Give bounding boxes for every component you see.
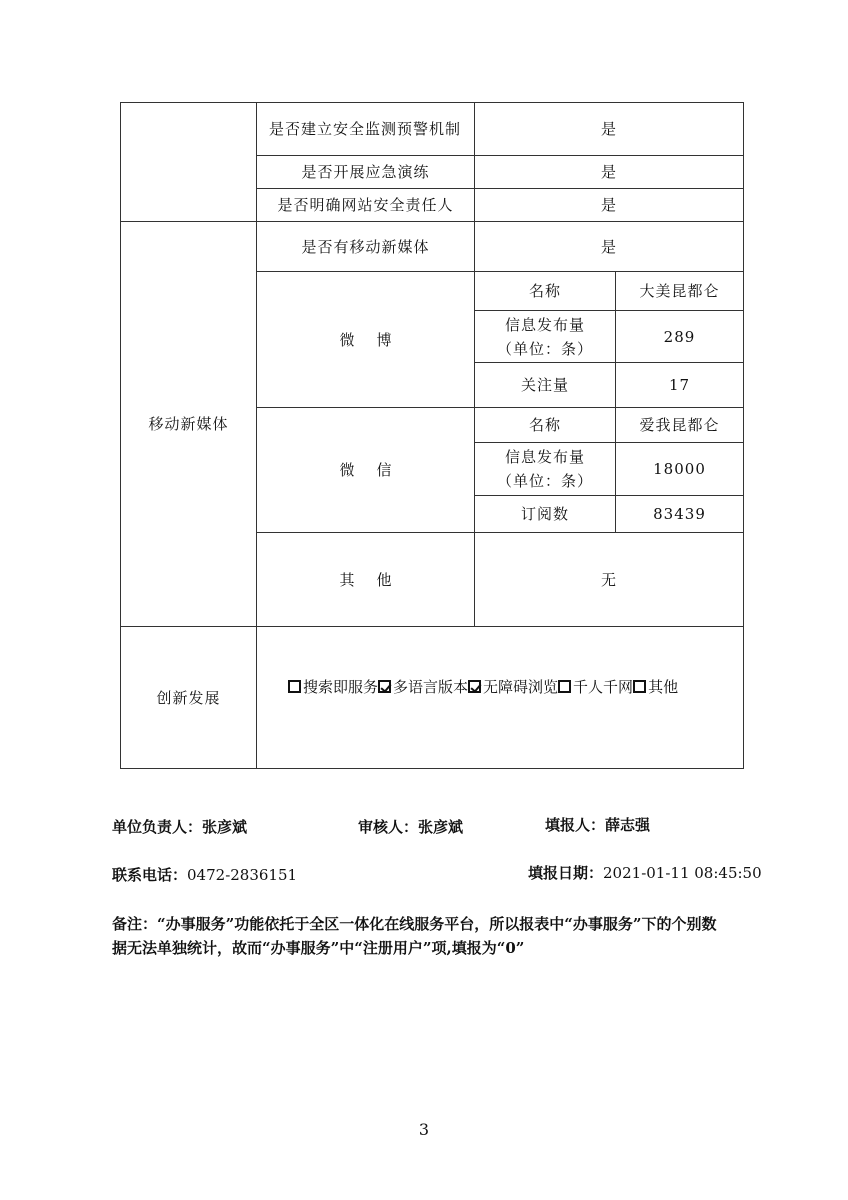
- wechat-name-label: 名称: [528, 416, 561, 434]
- a-emergency-drill: 是: [600, 163, 617, 181]
- wechat-name-value: 爱我昆都仑: [639, 416, 720, 434]
- option-search-service[interactable]: 搜索即服务: [288, 676, 378, 697]
- section-mobile-media: 移动新媒体: [148, 415, 229, 433]
- weibo-posts-value: 289: [663, 327, 696, 346]
- reviewer: 审核人：张彦斌: [358, 818, 464, 836]
- checkbox-icon[interactable]: [633, 680, 646, 693]
- weibo-follow-label: 关注量: [520, 376, 569, 394]
- wechat-sub-value: 83439: [653, 505, 706, 523]
- weibo-name-value: 大美昆都仑: [639, 282, 720, 300]
- wechat-sub-label: 订阅数: [520, 505, 569, 523]
- page-number: 3: [418, 1120, 430, 1139]
- checkbox-icon[interactable]: [558, 680, 571, 693]
- weibo-name-label: 名称: [528, 282, 561, 300]
- report-date: 填报日期：2021-01-11 08:45:50: [528, 864, 762, 882]
- q-has-mobile-media: 是否有移动新媒体: [301, 237, 430, 256]
- unit-head: 单位负责人：张彦斌: [112, 818, 248, 836]
- checkbox-checked-icon[interactable]: [468, 680, 481, 693]
- option-other[interactable]: 其他: [633, 676, 678, 697]
- section-innovation: 创新发展: [156, 688, 221, 707]
- q-emergency-drill: 是否开展应急演练: [301, 163, 430, 181]
- weibo-follow-value: 17: [668, 376, 691, 394]
- option-accessibility[interactable]: 无障碍浏览: [468, 676, 558, 697]
- label-wechat: 微信: [339, 461, 414, 479]
- a-monitor-warning: 是: [600, 120, 617, 138]
- innovation-options: [288, 672, 743, 700]
- value-other-media: 无: [600, 570, 617, 589]
- contact-phone: 联系电话：0472-2836151: [112, 866, 298, 884]
- wechat-posts-value: 18000: [653, 460, 706, 478]
- filler: 填报人：薛志强: [545, 816, 651, 834]
- label-weibo: 微博: [339, 330, 414, 349]
- wechat-posts-label: 信息发布量 （单位：条）: [496, 448, 593, 490]
- q-security-owner: 是否明确网站安全责任人: [277, 196, 454, 214]
- a-security-owner: 是: [600, 196, 617, 214]
- remark-note: 备注：“办事服务”功能依托于全区一体化在线服务平台，所以报表中“办事服务”下的个别数据无法单独统计，故而“办事服务”中“注册用户”项,填报为“0”: [112, 915, 717, 957]
- a-has-mobile-media: 是: [600, 237, 617, 256]
- checkbox-checked-icon[interactable]: [378, 680, 391, 693]
- weibo-posts-label: 信息发布量 （单位：条）: [496, 315, 593, 358]
- option-multilingual[interactable]: 多语言版本: [378, 676, 468, 697]
- option-personalized[interactable]: 千人千网: [558, 676, 633, 697]
- q-monitor-warning: 是否建立安全监测预警机制: [268, 120, 461, 138]
- checkbox-icon[interactable]: [288, 680, 301, 693]
- label-other-media: 其他: [339, 570, 414, 589]
